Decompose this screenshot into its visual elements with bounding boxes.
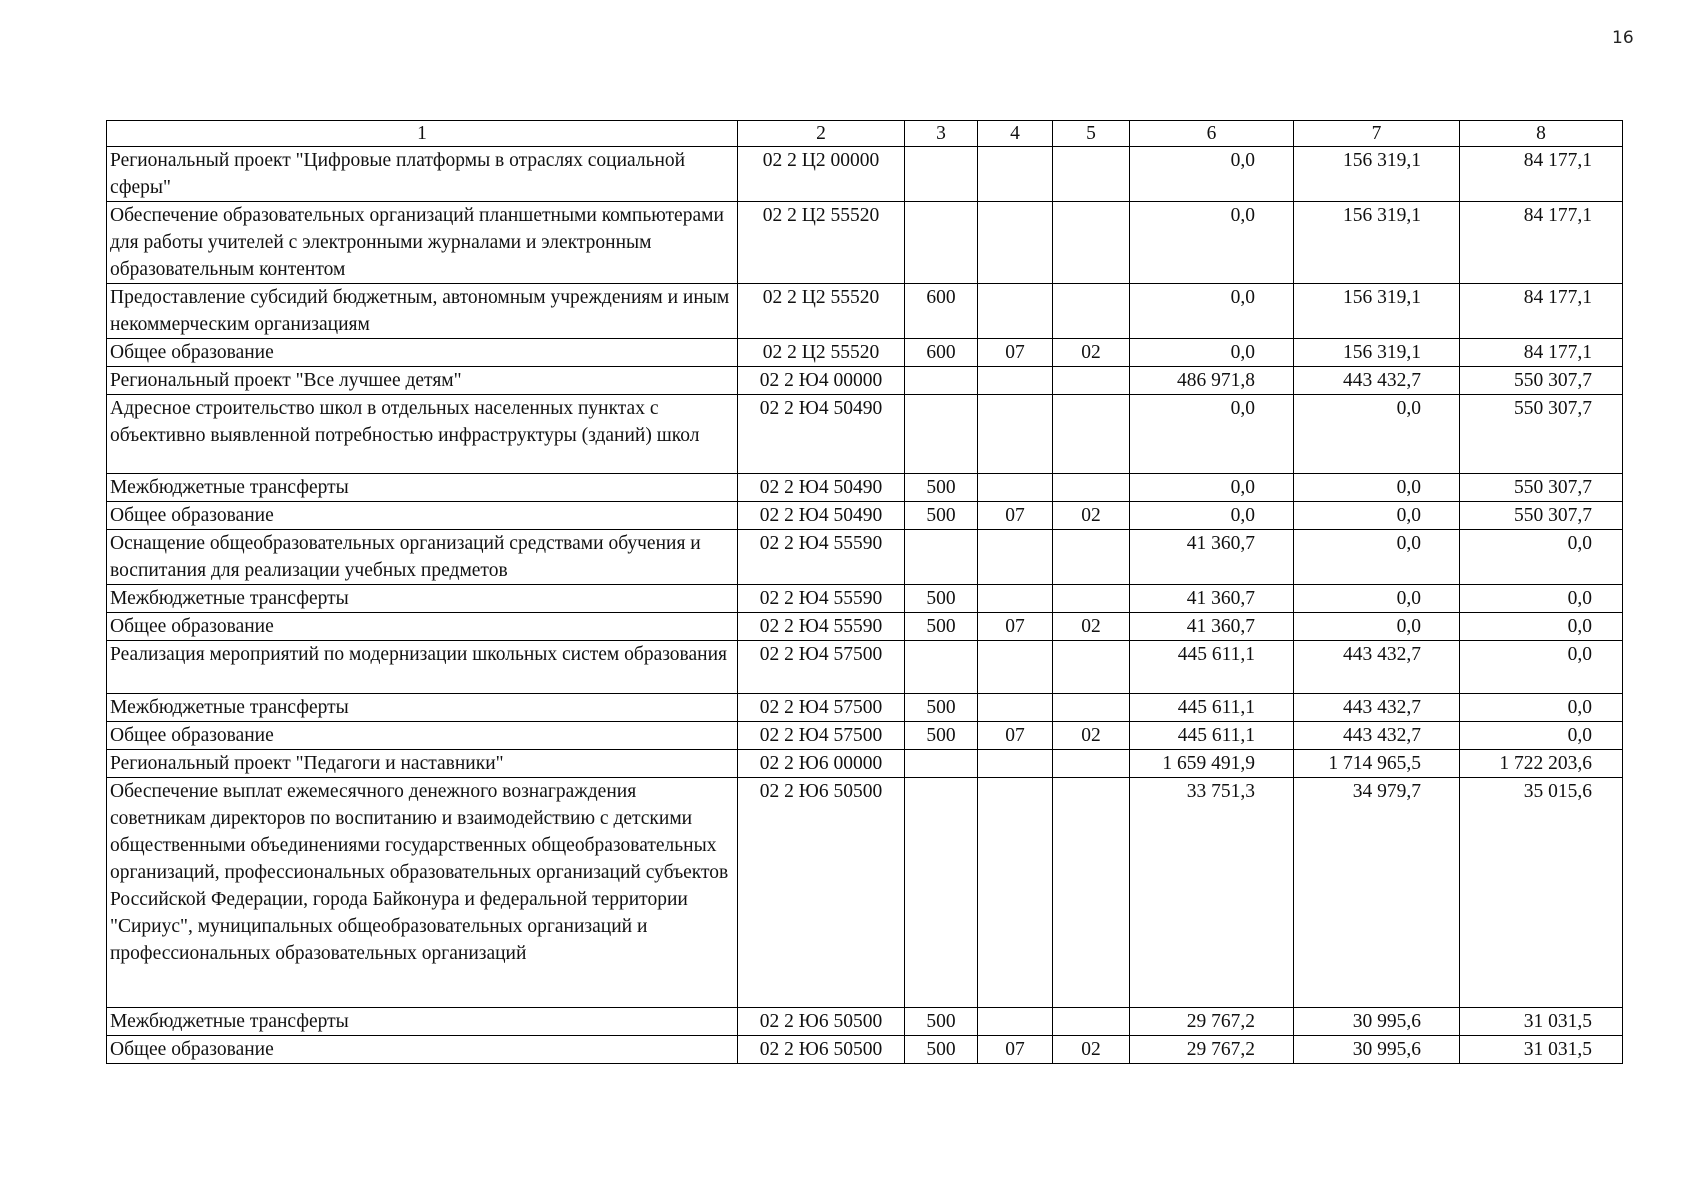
row-value-7: 0,0 [1294,474,1460,502]
row-value-8: 0,0 [1460,694,1623,722]
row-col4: 07 [978,1036,1053,1064]
row-name: Общее образование [107,1036,738,1064]
row-value-6: 445 611,1 [1130,694,1294,722]
row-value-7: 443 432,7 [1294,641,1460,694]
header-cell: 1 [107,121,738,147]
row-col5 [1053,750,1130,778]
row-value-7: 1 714 965,5 [1294,750,1460,778]
row-code: 02 2 Ю4 55590 [738,530,905,585]
row-value-7: 156 319,1 [1294,284,1460,339]
row-value-8: 84 177,1 [1460,339,1623,367]
table-row [107,367,1623,395]
row-col5 [1053,641,1130,694]
row-col4 [978,778,1053,1008]
row-name: Общее образование [107,722,738,750]
row-value-7: 443 432,7 [1294,367,1460,395]
row-value-8: 84 177,1 [1460,202,1623,284]
row-value-8: 31 031,5 [1460,1008,1623,1036]
row-col3: 500 [905,585,978,613]
table-row [107,1008,1623,1036]
row-name: Региональный проект "Педагоги и наставники" [107,750,738,778]
row-col5 [1053,202,1130,284]
table-row [107,284,1623,339]
row-col3 [905,395,978,474]
row-value-8: 31 031,5 [1460,1036,1623,1064]
row-code: 02 2 Ю6 00000 [738,750,905,778]
row-col5: 02 [1053,502,1130,530]
table-row [107,502,1623,530]
row-col5 [1053,585,1130,613]
row-code: 02 2 Ю4 55590 [738,585,905,613]
row-name: Региональный проект "Все лучшее детям" [107,367,738,395]
row-value-8: 1 722 203,6 [1460,750,1623,778]
table-row [107,530,1623,585]
row-value-7: 0,0 [1294,585,1460,613]
row-value-7: 443 432,7 [1294,722,1460,750]
row-col3 [905,641,978,694]
row-col5 [1053,474,1130,502]
row-code: 02 2 Ю4 50490 [738,502,905,530]
row-col5 [1053,694,1130,722]
row-col4 [978,641,1053,694]
row-value-7: 34 979,7 [1294,778,1460,1008]
row-code: 02 2 Ц2 55520 [738,202,905,284]
table-row [107,339,1623,367]
row-col3 [905,147,978,202]
row-value-6: 0,0 [1130,395,1294,474]
row-value-6: 41 360,7 [1130,613,1294,641]
row-value-8: 0,0 [1460,585,1623,613]
header-cell: 3 [905,121,978,147]
row-value-6: 445 611,1 [1130,641,1294,694]
row-col3: 500 [905,502,978,530]
row-code: 02 2 Ю6 50500 [738,778,905,1008]
row-col5 [1053,284,1130,339]
row-col4 [978,395,1053,474]
table-row [107,585,1623,613]
row-col3 [905,750,978,778]
row-col3 [905,778,978,1008]
row-value-6: 0,0 [1130,474,1294,502]
row-value-6: 0,0 [1130,502,1294,530]
row-name: Межбюджетные трансферты [107,694,738,722]
header-cell: 2 [738,121,905,147]
table-row [107,778,1623,1008]
row-col4 [978,694,1053,722]
row-value-8: 0,0 [1460,530,1623,585]
row-code: 02 2 Ц2 55520 [738,339,905,367]
row-value-8: 550 307,7 [1460,502,1623,530]
table-row [107,694,1623,722]
row-col5 [1053,147,1130,202]
row-value-8: 0,0 [1460,613,1623,641]
row-col3: 500 [905,474,978,502]
row-col3 [905,367,978,395]
row-col4 [978,284,1053,339]
row-col3: 500 [905,1036,978,1064]
header-cell: 4 [978,121,1053,147]
row-value-8: 0,0 [1460,722,1623,750]
row-value-7: 0,0 [1294,530,1460,585]
row-col5: 02 [1053,1036,1130,1064]
row-value-7: 443 432,7 [1294,694,1460,722]
row-col3 [905,202,978,284]
row-col3: 500 [905,722,978,750]
row-name: Общее образование [107,339,738,367]
row-col4: 07 [978,502,1053,530]
row-code: 02 2 Ю6 50500 [738,1008,905,1036]
row-name: Межбюджетные трансферты [107,474,738,502]
page-number: 16 [1612,28,1634,48]
header-row [107,121,1623,147]
row-code: 02 2 Ю6 50500 [738,1036,905,1064]
row-name: Межбюджетные трансферты [107,585,738,613]
row-value-6: 41 360,7 [1130,530,1294,585]
row-value-6: 0,0 [1130,202,1294,284]
row-col4 [978,367,1053,395]
row-code: 02 2 Ю4 55590 [738,613,905,641]
table-row [107,613,1623,641]
row-col5 [1053,778,1130,1008]
row-col3: 500 [905,613,978,641]
row-col5 [1053,395,1130,474]
row-name: Адресное строительство школ в отдельных населенных пунктах с объективно выявленной потребностью инфраструктуры (зданий) школ [107,395,738,474]
row-value-6: 0,0 [1130,284,1294,339]
row-col3 [905,530,978,585]
header-cell: 7 [1294,121,1460,147]
row-value-7: 156 319,1 [1294,339,1460,367]
header-cell: 8 [1460,121,1623,147]
row-col5: 02 [1053,722,1130,750]
row-col3: 600 [905,339,978,367]
row-col5: 02 [1053,613,1130,641]
row-value-6: 29 767,2 [1130,1036,1294,1064]
row-value-6: 1 659 491,9 [1130,750,1294,778]
row-value-6: 445 611,1 [1130,722,1294,750]
row-col4: 07 [978,722,1053,750]
table-row [107,750,1623,778]
row-name: Общее образование [107,502,738,530]
row-value-6: 41 360,7 [1130,585,1294,613]
row-name: Обеспечение образовательных организаций планшетными компьютерами для работы учителей с электронными журналами и электронным образовательным контентом [107,202,738,284]
row-name: Оснащение общеобразовательных организаций средствами обучения и воспитания для реализации учебных предметов [107,530,738,585]
row-col3: 600 [905,284,978,339]
row-col4 [978,530,1053,585]
row-value-8: 84 177,1 [1460,284,1623,339]
row-value-8: 0,0 [1460,641,1623,694]
row-col5 [1053,1008,1130,1036]
row-code: 02 2 Ю4 57500 [738,641,905,694]
table-body [107,147,1623,1064]
row-code: 02 2 Ю4 57500 [738,694,905,722]
row-col4 [978,750,1053,778]
row-col4 [978,585,1053,613]
row-value-8: 35 015,6 [1460,778,1623,1008]
row-value-6: 0,0 [1130,147,1294,202]
row-value-8: 550 307,7 [1460,395,1623,474]
row-value-8: 84 177,1 [1460,147,1623,202]
header-cell: 6 [1130,121,1294,147]
row-col3: 500 [905,1008,978,1036]
row-name: Межбюджетные трансферты [107,1008,738,1036]
table-row [107,1036,1623,1064]
row-value-7: 156 319,1 [1294,202,1460,284]
row-name: Обеспечение выплат ежемесячного денежного вознаграждения советникам директоров по воспитанию и взаимодействию с детскими общественными объединениями государственных общеобразовательных организаций, профессиональных образовательных организаций субъектов Российской Федерации, города Байконура и федеральной территории "Сириус", муниципальных общеобразовательных организаций и профессиональных образовательных организаций [107,778,738,1008]
row-value-7: 0,0 [1294,395,1460,474]
row-col4 [978,202,1053,284]
budget-table [106,120,1623,1064]
row-name: Реализация мероприятий по модернизации школьных систем образования [107,641,738,694]
table-row [107,641,1623,694]
row-name: Предоставление субсидий бюджетным, автономным учреждениям и иным некоммерческим организациям [107,284,738,339]
row-code: 02 2 Ю4 57500 [738,722,905,750]
table-row [107,722,1623,750]
row-col4 [978,147,1053,202]
row-value-7: 0,0 [1294,613,1460,641]
row-value-7: 0,0 [1294,502,1460,530]
row-value-7: 156 319,1 [1294,147,1460,202]
row-col4: 07 [978,339,1053,367]
table-row [107,474,1623,502]
row-col5 [1053,367,1130,395]
row-code: 02 2 Ю4 50490 [738,395,905,474]
row-col4: 07 [978,613,1053,641]
row-value-6: 486 971,8 [1130,367,1294,395]
row-col4 [978,474,1053,502]
row-code: 02 2 Ю4 00000 [738,367,905,395]
row-col4 [978,1008,1053,1036]
row-value-7: 30 995,6 [1294,1036,1460,1064]
row-code: 02 2 Ю4 50490 [738,474,905,502]
row-name: Региональный проект "Цифровые платформы в отраслях социальной сферы" [107,147,738,202]
row-value-6: 29 767,2 [1130,1008,1294,1036]
row-name: Общее образование [107,613,738,641]
row-col3: 500 [905,694,978,722]
header-cell: 5 [1053,121,1130,147]
row-value-6: 33 751,3 [1130,778,1294,1008]
row-col5 [1053,530,1130,585]
row-code: 02 2 Ц2 00000 [738,147,905,202]
row-col5: 02 [1053,339,1130,367]
table-row [107,147,1623,202]
table-row [107,202,1623,284]
table-row [107,395,1623,474]
row-value-7: 30 995,6 [1294,1008,1460,1036]
row-value-8: 550 307,7 [1460,367,1623,395]
row-value-6: 0,0 [1130,339,1294,367]
row-value-8: 550 307,7 [1460,474,1623,502]
row-code: 02 2 Ц2 55520 [738,284,905,339]
